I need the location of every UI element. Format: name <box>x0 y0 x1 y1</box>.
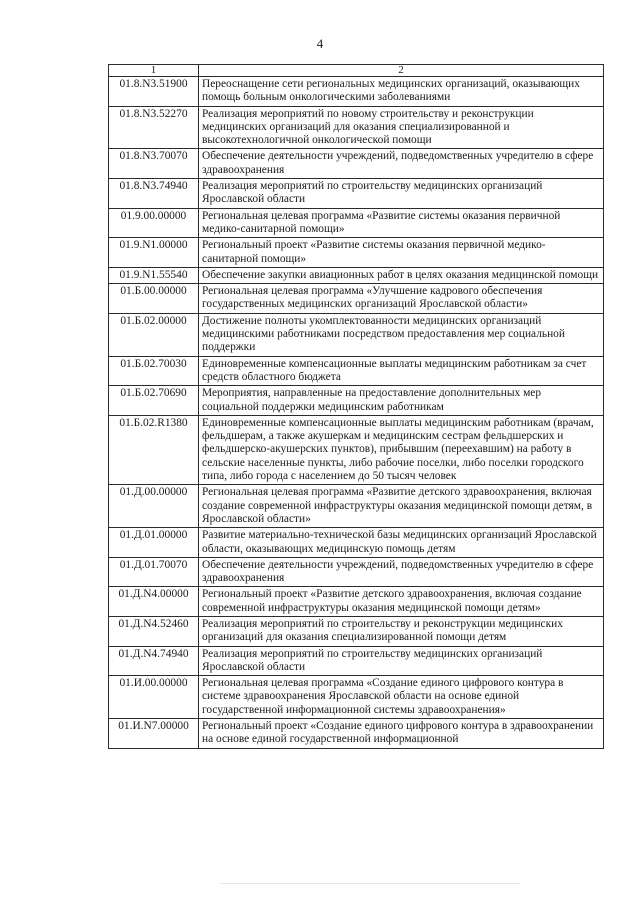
table-row <box>109 106 604 149</box>
row-name: Единовременные компенсационные выплаты медицинским работникам за счет средств областного бюджета <box>199 356 604 386</box>
table-row <box>109 313 604 356</box>
row-code: 01.Б.02.70690 <box>109 386 199 416</box>
table-row <box>109 238 604 268</box>
table-row <box>109 284 604 314</box>
row-code: 01.8.N3.74940 <box>109 179 199 209</box>
column-header-name: 2 <box>199 65 604 77</box>
scan-artifact-line <box>220 883 520 884</box>
row-code: 01.Д.01.00000 <box>109 528 199 558</box>
row-name: Региональная целевая программа «Создание единого цифрового контура в системе здравоохранения Ярославской области на основе единой государственной информационной системы здравоохранения» <box>199 676 604 719</box>
row-code: 01.Б.02.70030 <box>109 356 199 386</box>
table-row <box>109 485 604 528</box>
row-name: Реализация мероприятий по новому строительству и реконструкции медицинских организаций для оказания специализированной и высокотехнологичной онкологической помощи <box>199 106 604 149</box>
row-code: 01.Б.00.00000 <box>109 284 199 314</box>
row-code: 01.Б.02.R1380 <box>109 415 199 484</box>
table-row <box>109 149 604 179</box>
table-row <box>109 616 604 646</box>
table-row <box>109 77 604 107</box>
row-code: 01.И.N7.00000 <box>109 719 199 749</box>
table-row <box>109 646 604 676</box>
row-code: 01.Д.01.70070 <box>109 557 199 587</box>
table-row <box>109 528 604 558</box>
budget-classification-table <box>108 64 604 749</box>
table-header-row <box>109 65 604 77</box>
row-name: Переоснащение сети региональных медицинских организаций, оказывающих помощь больным онкологическими заболеваниями <box>199 77 604 107</box>
row-code: 01.9.N1.00000 <box>109 238 199 268</box>
row-name: Региональный проект «Развитие системы оказания первичной медико-санитарной помощи» <box>199 238 604 268</box>
page-number: 4 <box>316 36 324 51</box>
row-code: 01.8.N3.52270 <box>109 106 199 149</box>
table-row <box>109 267 604 283</box>
table-row <box>109 208 604 238</box>
table-row <box>109 179 604 209</box>
row-name: Реализация мероприятий по строительству медицинских организаций Ярославской области <box>199 179 604 209</box>
row-name: Обеспечение закупки авиационных работ в целях оказания медицинской помощи <box>199 267 604 283</box>
row-code: 01.8.N3.51900 <box>109 77 199 107</box>
table-row <box>109 557 604 587</box>
table-row <box>109 676 604 719</box>
row-name: Региональный проект «Создание единого цифрового контура в здравоохранении на основе единой государственной информационной <box>199 719 604 749</box>
row-name: Единовременные компенсационные выплаты медицинским работникам (врачам, фельдшерам, а также акушеркам и медицинским сестрам фельдшерских и фельдшерско-акушерских пунктов), прибывшим (переехавшим) на работу в сельские населенные пункты, либо рабочие поселки, либо поселки городского типа, либо города с населением до 50 тысяч человек <box>199 415 604 484</box>
row-code: 01.И.00.00000 <box>109 676 199 719</box>
row-code: 01.8.N3.70070 <box>109 149 199 179</box>
table-row <box>109 719 604 749</box>
row-name: Развитие материально-технической базы медицинских организаций Ярославской области, оказывающих медицинскую помощь детям <box>199 528 604 558</box>
row-code: 01.9.00.00000 <box>109 208 199 238</box>
row-name: Реализация мероприятий по строительству и реконструкции медицинских организаций для оказания специализированной помощи детям <box>199 616 604 646</box>
row-code: 01.Д.00.00000 <box>109 485 199 528</box>
row-name: Достижение полноты укомплектованности медицинских организаций медицинскими работниками посредством предоставления мер социальной поддержки <box>199 313 604 356</box>
row-name: Мероприятия, направленные на предоставление дополнительных мер социальной поддержки медицинским работникам <box>199 386 604 416</box>
row-name: Региональная целевая программа «Развитие системы оказания первичной медико-санитарной помощи» <box>199 208 604 238</box>
row-name: Реализация мероприятий по строительству медицинских организаций Ярославской области <box>199 646 604 676</box>
row-code: 01.Б.02.00000 <box>109 313 199 356</box>
row-name: Региональный проект «Развитие детского здравоохранения, включая создание современной инфраструктуры оказания медицинской помощи детям» <box>199 587 604 617</box>
row-code: 01.Д.N4.00000 <box>109 587 199 617</box>
row-name: Региональная целевая программа «Улучшение кадрового обеспечения государственных медицинских организаций Ярославской области» <box>199 284 604 314</box>
row-code: 01.Д.N4.74940 <box>109 646 199 676</box>
row-code: 01.9.N1.55540 <box>109 267 199 283</box>
table-row <box>109 386 604 416</box>
row-name: Обеспечение деятельности учреждений, подведомственных учредителю в сфере здравоохранения <box>199 149 604 179</box>
table-row <box>109 587 604 617</box>
row-name: Обеспечение деятельности учреждений, подведомственных учредителю в сфере здравоохранения <box>199 557 604 587</box>
column-header-code: 1 <box>109 65 199 77</box>
row-name: Региональная целевая программа «Развитие детского здравоохранения, включая создание современной инфраструктуры оказания медицинской помощи детям, в Ярославской области» <box>199 485 604 528</box>
table-row <box>109 415 604 484</box>
row-code: 01.Д.N4.52460 <box>109 616 199 646</box>
table-row <box>109 356 604 386</box>
